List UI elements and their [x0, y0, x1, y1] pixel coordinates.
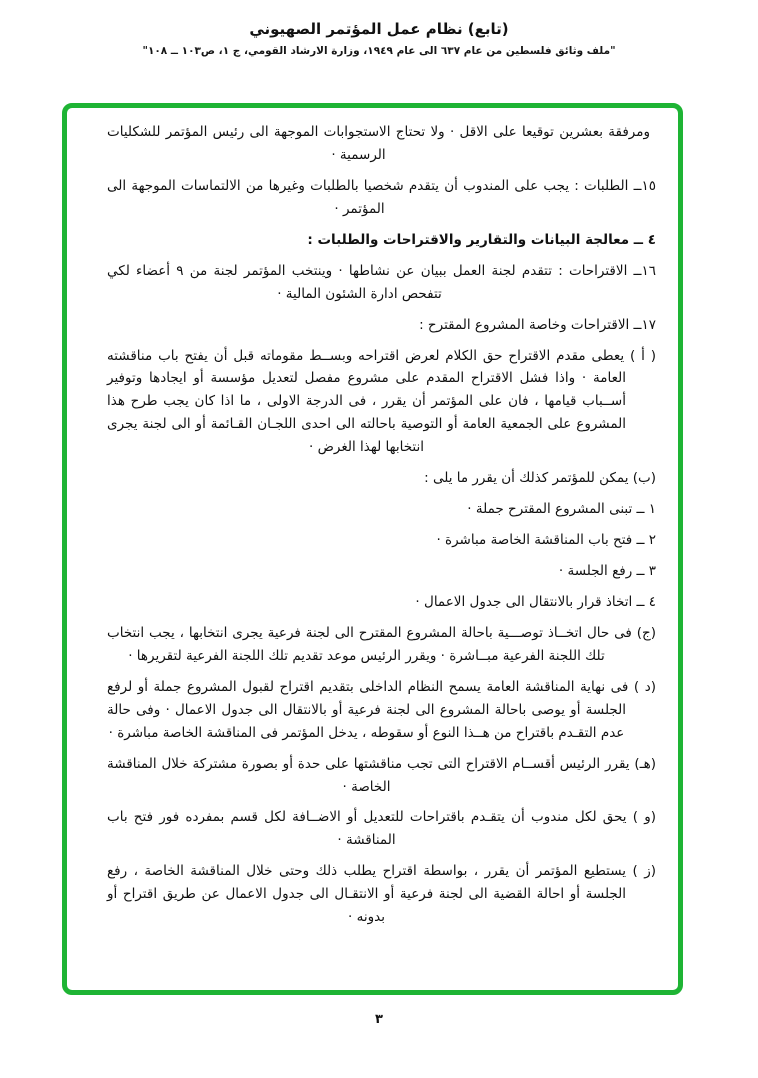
green-highlight-frame [62, 103, 683, 995]
document-paragraph-cont: ومرفقة بعشرين توقيعا على الاقل · ولا تحتاج الاستجوابات الموجهة الى رئيس المؤتمر للشكليات الرسمية · [107, 124, 650, 163]
document-paragraph-sub: ٣ ــ رفع الجلسة · [558, 563, 656, 579]
document-paragraph-sub: ٤ ــ اتخاذ قرار بالانتقال الى جدول الاعمال · [415, 593, 656, 610]
document-paragraph-num: ١٥ــ الطلبات : يجب على المندوب أن يتقدم شخصيا بالطلبات وغيرها من الالتماسات الموجهة الى المؤتمر · [107, 177, 656, 217]
document-paragraph-let1: (ب) يمكن للمؤتمر كذلك أن يقرر ما يلى : [424, 470, 656, 487]
document-paragraph-num: ١٦ــ الاقتراحات : تتقدم لجنة العمل ببيان عن نشاطها · وينتخب المؤتمر لجنة من ٩ أعضاء لكي تتفحص ادارة الشئون المالية · [107, 262, 656, 302]
document-paragraph-num1: ١٧ــ الاقتراحات وخاصة المشروع المقترح : [419, 316, 656, 333]
document-paragraph-sub: ٢ ــ فتح باب المناقشة الخاصة مباشرة · [436, 532, 656, 549]
document-paragraph-let: (د ) فى نهاية المناقشة العامة يسمح النظام الداخلى بتقديم اقتراح لقبول المشروع جملة أو لرفع الجلسة أو يوصى باحالة المشروع الى لجنة فرعية أو بالانتقال الى جدول الاعمال · وفى حالة عدم التقـدم باقتراح من هــذا النوع أو سقوطه ، يدخل المؤتمر فى المناقشة الخاصة مباشرة · [107, 678, 656, 741]
document-paragraph-let: (و ) يحق لكل مندوب أن يتقـدم باقتراحات للتعديل أو الاضــافة لكل قسم بمفرده فور فتح باب المناقشة · [107, 809, 656, 849]
document-body [67, 108, 678, 990]
document-paragraph-let: (ز ) يستطيع المؤتمر أن يقرر ، بواسطة اقتراح يطلب ذلك وحتى خلال المناقشة الخاصة ، رفع الجلسة أو احالة القضية الى لجنة فرعية أو الانتقـال الى جدول الاعمال عن طريق اقتراح أو بدونه · [107, 863, 656, 926]
document-paragraph-sub: ١ ــ تبنى المشروع المقترح جملة · [467, 501, 656, 518]
document-paragraph-let: ( أ ) يعطى مقدم الاقتراح حق الكلام لعرض اقتراحه وبســط مقوماته قبل أن يفتح باب مناقشته العامة · واذا فشل الاقتراح المقدم على مشروع مفصل لتعديل مؤسسة أو ايجادها وتوفير أســباب قيامها ، فان على المؤتمر أن يقرر ، فى الدرجة الاولى ، ما اذا كان يجب طرح هذا المشروع على الجمعية العامة أو التوصية باحالته الى احدى اللجـان القـائمة أو الى لجنة يجرى انتخابها لهذا الغرض · [107, 347, 656, 456]
source-citation: "ملف وثائق فلسطين من عام ٦٣٧ الى عام ١٩٤٩، وزارة الارشاد القومي، ج ١، ص١٠٣ ــ ١٠٨" [142, 45, 616, 57]
page-title: (تابع) نظام عمل المؤتمر الصهيوني [249, 20, 509, 38]
document-header [0, 20, 758, 57]
document-paragraph-let: (ج) فى حال اتخــاذ توصـــية باحالة المشروع المقترح الى لجنة فرعية يجرى انتخابها ، يجب انتخاب تلك اللجنة الفرعية مبــاشرة · ويقرر الرئيس موعد تقديم تلك اللجنة الفرعية لتقريرها · [107, 624, 656, 664]
page-number: ٣ [375, 1012, 383, 1027]
document-paragraph-head: ٤ ــ معالجة البيانات والتقارير والاقتراحات والطلبات : [307, 231, 656, 248]
document-paragraph-let: (هـ) يقرر الرئيس أقســام الاقتراح التى تجب مناقشتها على حدة أو بصورة مشتركة خلال المناقشة الخاصة · [107, 755, 656, 795]
